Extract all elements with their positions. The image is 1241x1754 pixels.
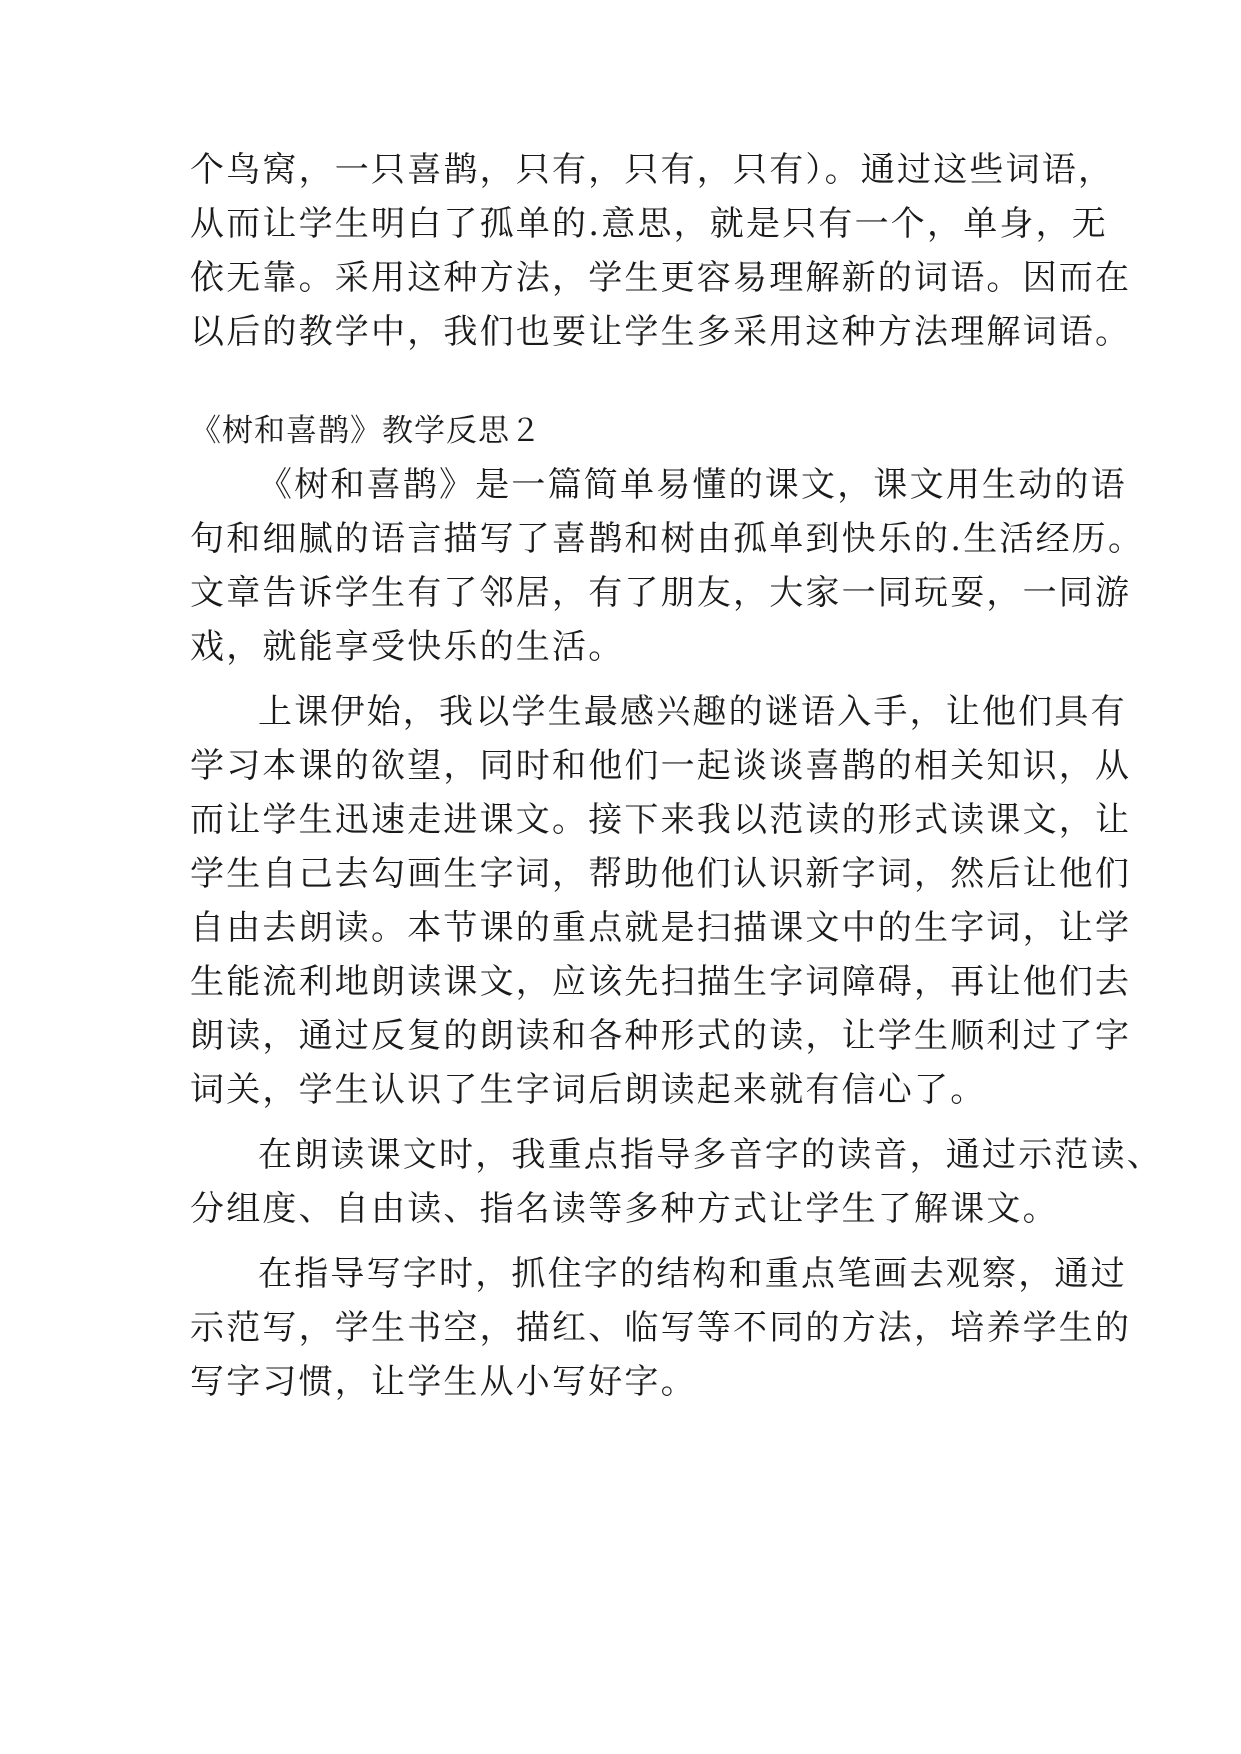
text-line: 个鸟窝，一只喜鹊，只有，只有，只有）。通过这些词语，: [190, 150, 1115, 190]
text-line: 句和细腻的语言描写了喜鹊和树由孤单到快乐的.生活经历。: [190, 519, 1145, 559]
text-line: 朗读，通过反复的朗读和各种形式的读，让学生顺利过了字: [190, 1016, 1132, 1056]
section-title: 《树和喜鹊》教学反思２: [190, 413, 542, 449]
text-line: 学习本课的欲望，同时和他们一起谈谈喜鹊的相关知识，从: [190, 746, 1132, 786]
text-line: 《树和喜鹊》是一篇简单易懂的课文，课文用生动的语: [258, 465, 1127, 505]
text-line: 词关，学生认识了生字词后朗读起来就有信心了。: [190, 1070, 987, 1110]
text-line: 从而让学生明白了孤单的.意思，就是只有一个，单身，无: [190, 204, 1109, 244]
text-line: 在指导写字时，抓住字的结构和重点笔画去观察，通过: [258, 1254, 1127, 1294]
text-line: 戏，就能享受快乐的生活。: [190, 627, 625, 667]
text-line: 生能流利地朗读课文，应该先扫描生字词障碍，再让他们去: [190, 962, 1132, 1002]
text-line: 示范写，学生书空，描红、临写等不同的方法，培养学生的: [190, 1308, 1132, 1348]
text-line: 而让学生迅速走进课文。接下来我以范读的形式读课文，让: [190, 800, 1132, 840]
text-line: 上课伊始，我以学生最感兴趣的谜语入手，让他们具有: [258, 692, 1127, 732]
text-line: 以后的教学中，我们也要让学生多采用这种方法理解词语。: [190, 312, 1132, 352]
text-line: 在朗读课文时，我重点指导多音字的读音，通过示范读、: [258, 1135, 1163, 1175]
text-line: 学生自己去勾画生字词，帮助他们认识新字词，然后让他们: [190, 854, 1132, 894]
text-line: 依无靠。采用这种方法，学生更容易理解新的词语。因而在: [190, 258, 1132, 298]
text-line: 自由去朗读。本节课的重点就是扫描课文中的生字词，让学: [190, 908, 1132, 948]
text-line: 分组度、自由读、指名读等多种方式让学生了解课文。: [190, 1189, 1059, 1229]
text-line: 文章告诉学生有了邻居，有了朋友，大家一同玩耍，一同游: [190, 573, 1132, 613]
text-line: 写字习惯，让学生从小写好字。: [190, 1362, 697, 1402]
